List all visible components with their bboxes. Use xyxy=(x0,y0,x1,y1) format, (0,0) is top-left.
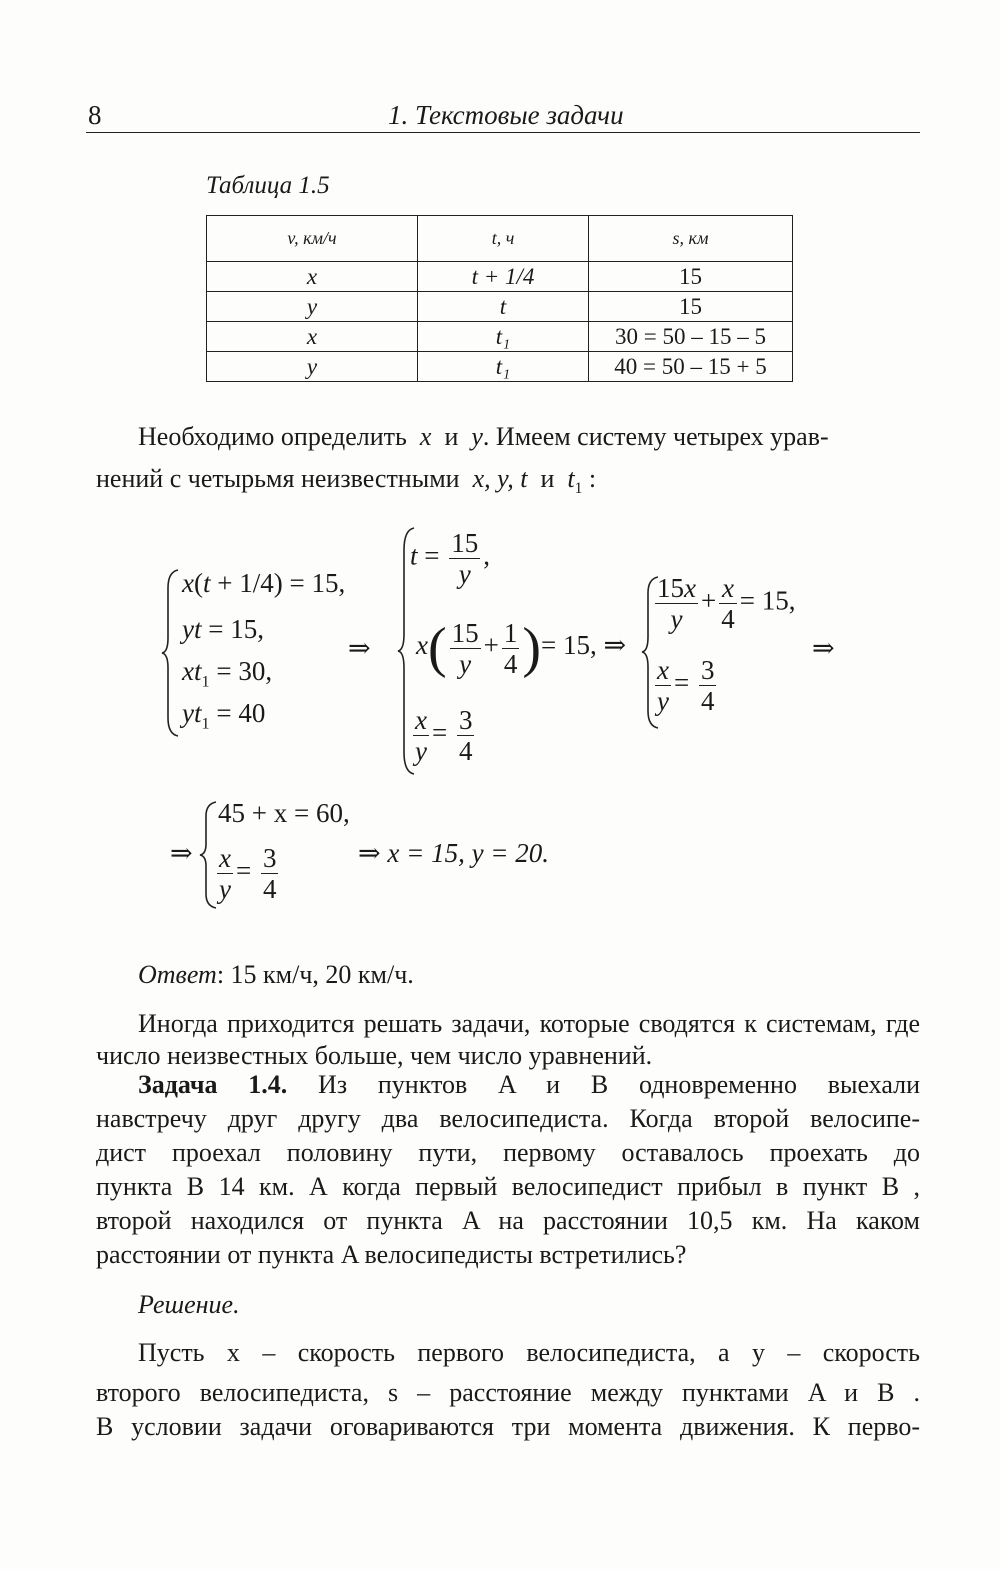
table-row xyxy=(207,352,793,382)
table-cell: 40 = 50 – 15 + 5 xyxy=(589,352,793,382)
implies-arrow: ⇒ xyxy=(170,838,193,868)
paragraph-line: расстоянии от пункта A велосипедисты встретились? xyxy=(96,1240,687,1269)
table-row xyxy=(207,262,793,292)
equation-line: $\frac{15x}{y}$ + $\frac{x}{4}$ = 15, xyxy=(657,573,796,634)
page-number: 8 xyxy=(88,100,102,130)
equation-line: $\frac{x}{y}$ = $\frac{3}{4}$ xyxy=(415,705,473,766)
paragraph-line: навстречу друг другу два велосипедиста. Когда второй велосипе- xyxy=(96,1104,920,1133)
table-cell: y xyxy=(207,352,418,382)
equation-line: t = $\frac{15}{y}$ , xyxy=(410,528,490,589)
paragraph-line: второй находился от пункта A на расстоянии 10,5 км. На каком xyxy=(96,1206,920,1235)
paragraph-line: Необходимо определить x и y. Имеем систему четырех урав- xyxy=(138,422,829,451)
equation-line: 45 + x = 60, xyxy=(218,798,350,828)
equation-line: $\frac{x}{y}$ = $\frac{3}{4}$ xyxy=(657,655,715,716)
running-title: 1. Текстовые задачи xyxy=(388,100,624,130)
equation-line: $\frac{x}{y}$ = $\frac{3}{4}$ xyxy=(219,843,277,904)
implies-arrow: ⇒ xyxy=(812,633,835,663)
column-header: v, км/ч xyxy=(207,216,418,262)
paragraph-line: второго велосипедиста, s – расстояние между пунктами A и B . xyxy=(96,1378,920,1407)
equation-line: $xt_1 = 30$, xyxy=(182,656,273,691)
paragraph-line: Пусть x – скорость первого велосипедиста, а y – скорость xyxy=(138,1338,920,1367)
table-cell: 30 = 50 – 15 – 5 xyxy=(589,322,793,352)
equation-line: x( $\frac{15}{y}$ + $\frac{1}{4}$ )= 15, ⇒ xyxy=(416,617,627,679)
table-cell: t xyxy=(418,292,589,322)
column-header: s, км xyxy=(589,216,793,262)
table-row xyxy=(207,322,793,352)
equation-line: yt = 15, xyxy=(182,614,264,644)
task-label: Задача 1.4. xyxy=(138,1070,288,1099)
table-cell: x xyxy=(207,322,418,352)
table-cell: y xyxy=(207,292,418,322)
table-cell: t₁ xyxy=(418,352,589,382)
equation-line: $yt_1 = 40$ xyxy=(182,698,266,733)
data-table xyxy=(206,215,793,382)
implies-arrow: ⇒ xyxy=(348,633,371,663)
paragraph-line: дист проехал половину пути, первому оставалось проехать до xyxy=(96,1138,920,1167)
paragraph-line: пункта B 14 км. А когда первый велосипедист прибыл в пункт B , xyxy=(96,1172,920,1201)
table-cell: t + 1/4 xyxy=(418,262,589,292)
answer-line: Ответ: 15 км/ч, 20 км/ч. xyxy=(138,960,414,989)
table-cell: x xyxy=(207,262,418,292)
table-cell: t₁ xyxy=(418,322,589,352)
result-equation: ⇒ x = 15, y = 20. xyxy=(358,838,550,868)
paragraph-line: Задача 1.4. Из пунктов A и B одновременно выехали xyxy=(138,1070,920,1099)
equation-line: x(t + 1/4) = 15, xyxy=(182,568,346,598)
paragraph-line: В условии задачи оговариваются три момента движения. К перво- xyxy=(96,1412,920,1441)
left-brace xyxy=(160,568,182,738)
paragraph: Иногда приходится решать задачи, которые сводятся к системам, где число неизвестных больше, чем число уравнений. xyxy=(96,1009,920,1070)
table-header-row xyxy=(207,216,793,262)
paragraph-line: нений с четырьмя неизвестными x, y, t и $t_1$ : xyxy=(96,464,597,498)
table-cell: 15 xyxy=(589,292,793,322)
solution-label: Решение. xyxy=(138,1290,240,1319)
table-cell: 15 xyxy=(589,262,793,292)
header-rule xyxy=(86,132,920,133)
table-row xyxy=(207,292,793,322)
table-caption: Таблица 1.5 xyxy=(206,172,330,199)
column-header: t, ч xyxy=(418,216,589,262)
